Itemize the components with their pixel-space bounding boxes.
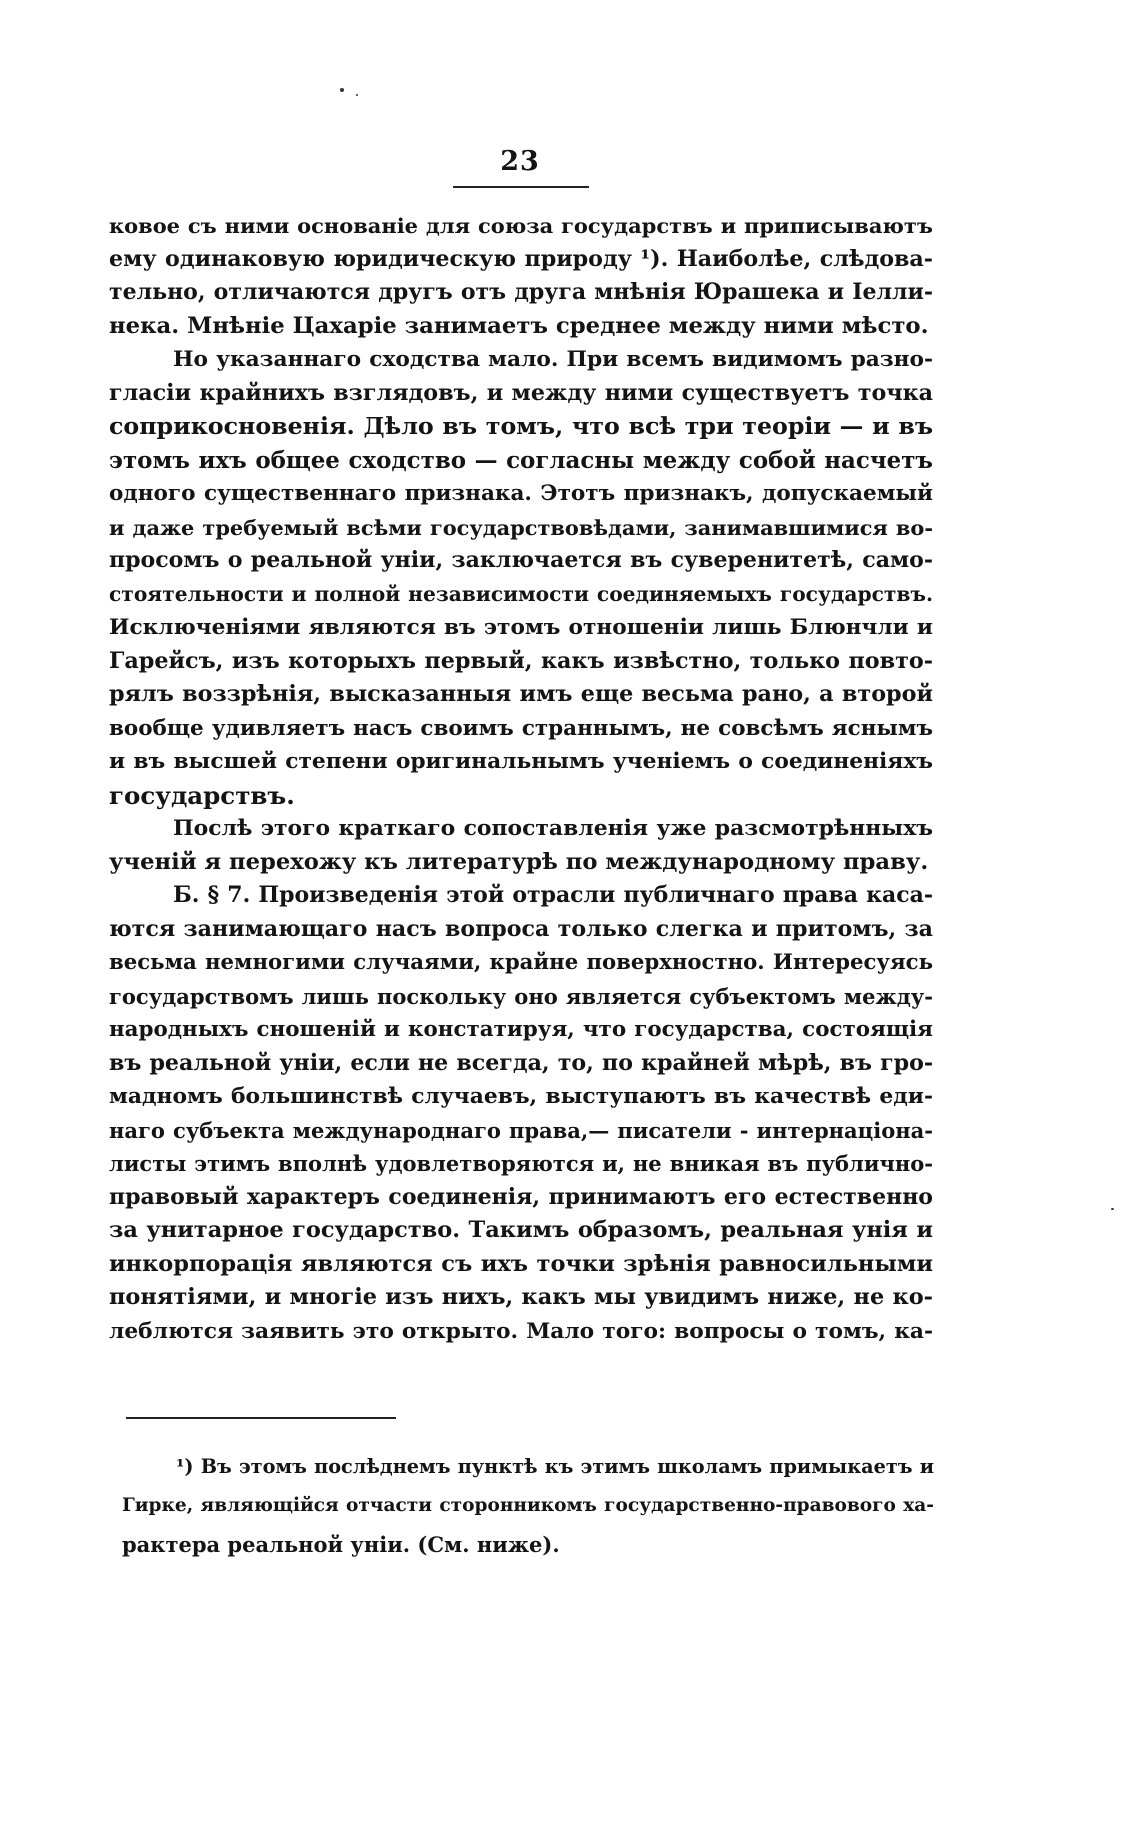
scan-speck [1111, 1208, 1114, 1210]
text-line: соприкосновенія. Дѣло въ томъ, что всѣ три теоріи — и въ [109, 412, 933, 440]
footnote-line: ¹) Въ этомъ послѣднемъ пунктѣ къ этимъ школамъ примыкаетъ и [176, 1455, 934, 1478]
text-line: и въ высшей степени оригинальнымъ ученіемъ о соединеніяхъ [109, 749, 933, 774]
text-line: Гарейсъ, изъ которыхъ первый, какъ извѣстно, только повто- [109, 647, 933, 674]
header-rule [453, 186, 589, 188]
text-line: ковое съ ними основаніе для союза государствъ и приписываютъ [109, 213, 933, 238]
text-line: въ реальной уніи, если не всегда, то, по крайней мѣрѣ, въ гро- [109, 1049, 933, 1076]
text-line: одного существеннаго признака. Этотъ признакъ, допускаемый [109, 481, 933, 506]
text-line: листы этимъ вполнѣ удовлетворяются и, не вникая въ публично- [109, 1151, 933, 1176]
text-line: рялъ воззрѣнія, высказанныя имъ еще весьма рано, а второй [109, 681, 933, 707]
scan-speck [340, 88, 344, 92]
footnote-line: рактера реальной уніи. (См. ниже). [122, 1532, 560, 1557]
text-line: просомъ о реальной уніи, заключается въ суверенитетѣ, само- [109, 547, 933, 573]
text-line: ему одинаковую юридическую природу ¹). Наиболѣе, слѣдова- [109, 245, 933, 272]
text-line: нека. Мнѣніе Цахаріе занимаетъ среднее между ними мѣсто. [109, 312, 929, 339]
text-line: инкорпорація являются съ ихъ точки зрѣнія равносильными [109, 1250, 933, 1277]
text-line: стоятельности и полной независимости соединяемыхъ государствъ. [109, 581, 933, 606]
text-line: Послѣ этого краткаго сопоставленія уже разсмотрѣнныхъ [173, 815, 933, 841]
text-line: ются занимающаго насъ вопроса только слегка и притомъ, за [109, 915, 933, 942]
text-line: гласіи крайнихъ взглядовъ, и между ними существуетъ точка [109, 379, 933, 406]
body-text [109, 209, 933, 1348]
text-line: ученій я перехожу къ литературѣ по международному праву. [109, 848, 929, 875]
text-line: народныхъ сношеній и констатируя, что государства, состоящія [109, 1017, 933, 1042]
text-line: государствъ. [109, 780, 295, 810]
text-line: мадномъ большинствѣ случаевъ, выступаютъ въ качествѣ еди- [109, 1084, 933, 1109]
footnote-line: Гирке, являющійся отчасти сторонникомъ государственно-правового ха- [122, 1495, 934, 1516]
text-line: Но указаннаго сходства мало. При всемъ видимомъ разно- [173, 347, 933, 372]
text-line: и даже требуемый всѣми государствовѣдами, занимавшимися во- [109, 514, 933, 540]
footnote [122, 1447, 934, 1564]
text-line: вообще удивляетъ насъ своимъ страннымъ, не совсѣмъ яснымъ [109, 715, 933, 741]
text-line: Исключеніями являются въ этомъ отношеніи лишь Блюнчли и [109, 615, 933, 640]
text-line: этомъ ихъ общее сходство — согласны между собой насчетъ [109, 446, 933, 474]
text-line: за унитарное государство. Такимъ образомъ, реальная унія и [109, 1217, 933, 1243]
footnote-rule [126, 1417, 396, 1419]
text-line: Б. § 7. Произведенія этой отрасли публичнаго права каса- [173, 882, 933, 908]
text-line: понятіями, и многіе изъ нихъ, какъ мы увидимъ ниже, не ко- [109, 1284, 933, 1310]
text-line: леблются заявить это открыто. Мало того: вопросы о томъ, ка- [109, 1318, 933, 1344]
scan-speck [356, 94, 358, 96]
text-line: государствомъ лишь поскольку оно является субъектомъ между- [109, 983, 933, 1009]
text-line: весьма немногими случаями, крайне поверхностно. Интересуясь [109, 950, 933, 975]
text-line: наго субъекта международнаго права,— писатели - интернаціона- [109, 1117, 933, 1143]
text-line: правовый характеръ соединенія, принимаютъ его естественно [109, 1183, 933, 1210]
page-number: 23 [500, 146, 540, 177]
text-line: тельно, отличаются другъ отъ друга мнѣнія Юрашека и Іелли- [109, 279, 933, 305]
